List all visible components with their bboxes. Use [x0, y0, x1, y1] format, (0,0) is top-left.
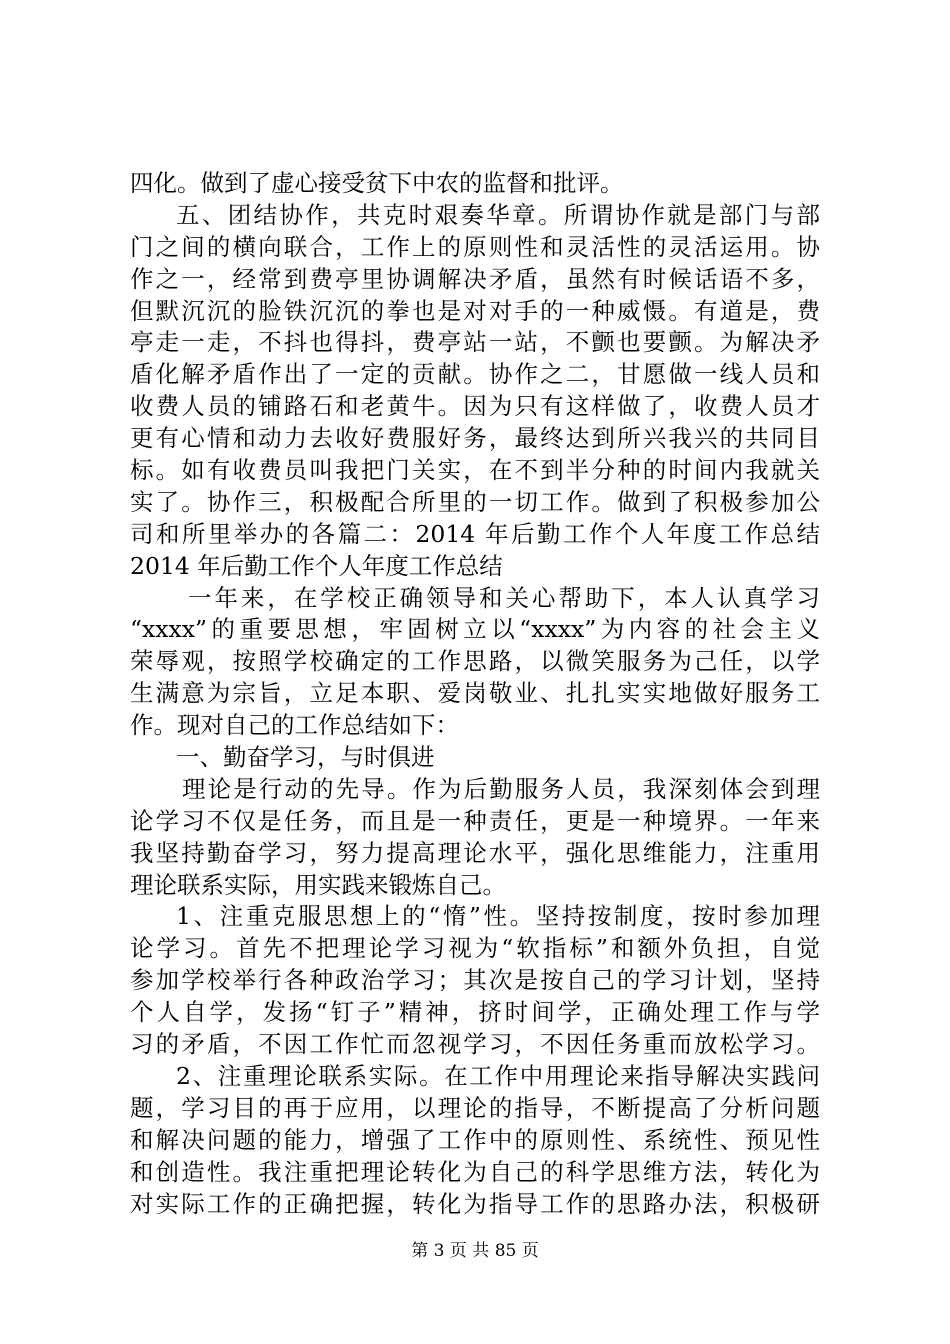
text-line: 作。现对自己的工作总结如下：: [130, 711, 459, 740]
text-line: 一、勤奋学习，与时俱进: [176, 743, 435, 772]
text-line: 个人自学，发扬“钉子”精神，挤时间学，正确处理工作与学: [130, 998, 820, 1027]
text-line: 1、注重克服思想上的“惰”性。坚持按制度，按时参加理: [176, 902, 820, 931]
text-line: 作之一，经常到费亭里协调解决矛盾，虽然有时候话语不多，: [130, 264, 820, 293]
text-line: 五、团结协作，共克时艰奏华章。所谓协作就是部门与部: [176, 200, 820, 229]
text-line: 荣辱观，按照学校确定的工作思路，以微笑服务为己任，以学: [130, 647, 820, 676]
text-line: 一年来，在学校正确领导和关心帮助下，本人认真学习: [188, 583, 820, 612]
text-line: 论学习。首先不把理论学习视为“软指标”和额外负担，自觉: [130, 934, 820, 963]
text-line: 标。如有收费员叫我把门关实，在不到半分种的时间内我就关: [130, 456, 820, 485]
text-line: 四化。做到了虚心接受贫下中农的监督和批评。: [130, 169, 624, 197]
text-line: 和解决问题的能力，增强了工作中的原则性、系统性、预见性: [130, 1125, 820, 1154]
text-line: 2、注重理论联系实际。在工作中用理论来指导解决实践问: [176, 1061, 820, 1090]
document-body: [130, 168, 820, 1220]
text-line: “xxxx”的重要思想，牢固树立以“xxxx”为内容的社会主义: [130, 615, 820, 644]
text-line: 收费人员的铺路石和老黄牛。因为只有这样做了，收费人员才: [130, 392, 820, 421]
text-line: 但默沉沉的脸铁沉沉的拳也是对对手的一种威慑。有道是，费: [130, 296, 820, 325]
text-line: 我坚持勤奋学习，努力提高理论水平，强化思维能力，注重用: [130, 838, 820, 867]
text-line: 理论联系实际，用实践来锻炼自己。: [130, 870, 506, 899]
text-line: 盾化解矛盾作出了一定的贡献。协作之二，甘愿做一线人员和: [130, 360, 820, 389]
text-line: 亭走一走，不抖也得抖，费亭站一站，不颤也要颤。为解决矛: [130, 328, 820, 357]
text-line: 更有心情和动力去收好费服好务，最终达到所兴我兴的共同目: [130, 424, 820, 453]
page-footer: 第 3 页 共 85 页: [411, 1241, 539, 1261]
text-line: 习的矛盾，不因工作忙而忽视学习，不因任务重而放松学习。: [130, 1030, 820, 1059]
text-line: 实了。协作三，积极配合所里的一切工作。做到了积极参加公: [130, 487, 820, 516]
text-line: 生满意为宗旨，立足本职、爱岗敬业、扎扎实实地做好服务工: [130, 679, 820, 708]
text-line: 论学习不仅是任务，而且是一种责任，更是一种境界。一年来: [130, 806, 820, 835]
text-line: 理论是行动的先导。作为后勤服务人员，我深刻体会到理: [182, 774, 820, 803]
text-line: 和创造性。我注重把理论转化为自己的科学思维方法，转化为: [130, 1157, 820, 1186]
text-line: 2014 年后勤工作个人年度工作总结: [130, 551, 503, 580]
text-line: 题，学习目的再于应用，以理论的指导，不断提高了分析问题: [130, 1093, 820, 1122]
text-line: 门之间的横向联合，工作上的原则性和灵活性的灵活运用。协: [130, 232, 820, 261]
text-line: 参加学校举行各种政治学习；其次是按自己的学习计划，坚持: [130, 966, 820, 995]
text-line: 对实际工作的正确把握，转化为指导工作的思路办法，积极研: [130, 1189, 820, 1218]
text-line: 司和所里举办的各篇二：2014 年后勤工作个人年度工作总结: [130, 519, 820, 548]
